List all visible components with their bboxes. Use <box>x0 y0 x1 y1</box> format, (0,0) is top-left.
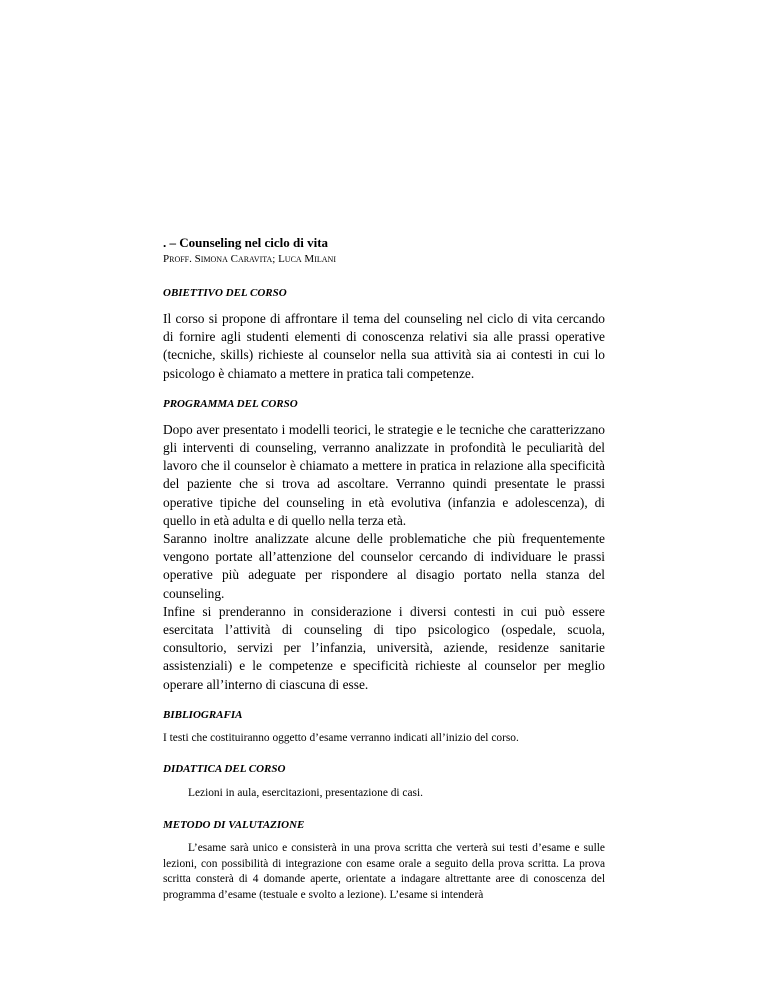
programma-paragraph-3: Infine si prenderanno in considerazione i diversi contesti in cui può essere esercitata l’attività di counseling di tipo psicologico (ospedale, scuola, consultorio, servizi per l’infanzia, università, aziende, residenze sanitarie assistenziali) e le competenze e specificità richieste al counselor per meglio operare all’interno di ciascuna di esse. <box>163 603 605 692</box>
section-text-bibliografia: I testi che costituiranno oggetto d’esame verranno indicati all’inizio del corso. <box>163 731 519 744</box>
section-heading-obiettivo: OBIETTIVO DEL CORSO <box>163 287 287 299</box>
programma-paragraph-2: Saranno inoltre analizzate alcune delle problematiche che più frequentemente vengono portate all’attenzione del counselor cercando di individuare le prassi operative più adeguate per rispondere al disagio portato nella stanza del counseling. <box>163 531 605 601</box>
section-heading-bibliografia: BIBLIOGRAFIA <box>163 708 243 721</box>
section-heading-programma: PROGRAMMA DEL CORSO <box>163 397 298 410</box>
programma-paragraph-1: Dopo aver presentato i modelli teorici, le strategie e le tecniche che caratterizzano gli interventi di counseling, verranno analizzate in profondità le peculiarità del lavoro che il counselor è chiamato a mettere in pratica in relazione alla specificità del paziente che si trova ad ascoltare. Verranno quindi presentate le prassi operative tipiche del counseling in età evolutiva (infanzia e adolescenza), di quello in età adulta e di quello nella terza età. <box>163 421 605 528</box>
section-body-programma <box>163 421 605 694</box>
section-text-didattica: Lezioni in aula, esercitazioni, presentazione di casi. <box>188 787 423 800</box>
section-text-obiettivo: Il corso si propone di affrontare il tema del counseling nel ciclo di vita cercando di fornire agli studenti elementi di conoscenza relativi sia alle prassi operative (tecniche, skills) richieste al counselor nella sua attività sia ai contesti in cui lo psicologo è chiamato a mettere in pratica tali competenze. <box>163 311 605 381</box>
course-title: . – Counseling nel ciclo di vita <box>163 235 329 250</box>
course-entry <box>163 235 605 903</box>
course-professors: Proff. Simona Caravita; Luca Milani <box>163 253 336 265</box>
section-text-metodo: L’esame sarà unico e consisterà in una prova scritta che verterà sui testi d’esame e sulle lezioni, con possibilità di integrazione con esame orale a seguito della prova scritta. La prova scritta consterà di 4 domande aperte, orientate a indagare altrettante aree di conoscenza del programma d’esame (testuale e svolto a lezione). L’esame si intenderà <box>163 842 605 901</box>
section-heading-didattica: DIDATTICA DEL CORSO <box>163 763 286 776</box>
section-heading-metodo: METODO DI VALUTAZIONE <box>163 819 305 832</box>
